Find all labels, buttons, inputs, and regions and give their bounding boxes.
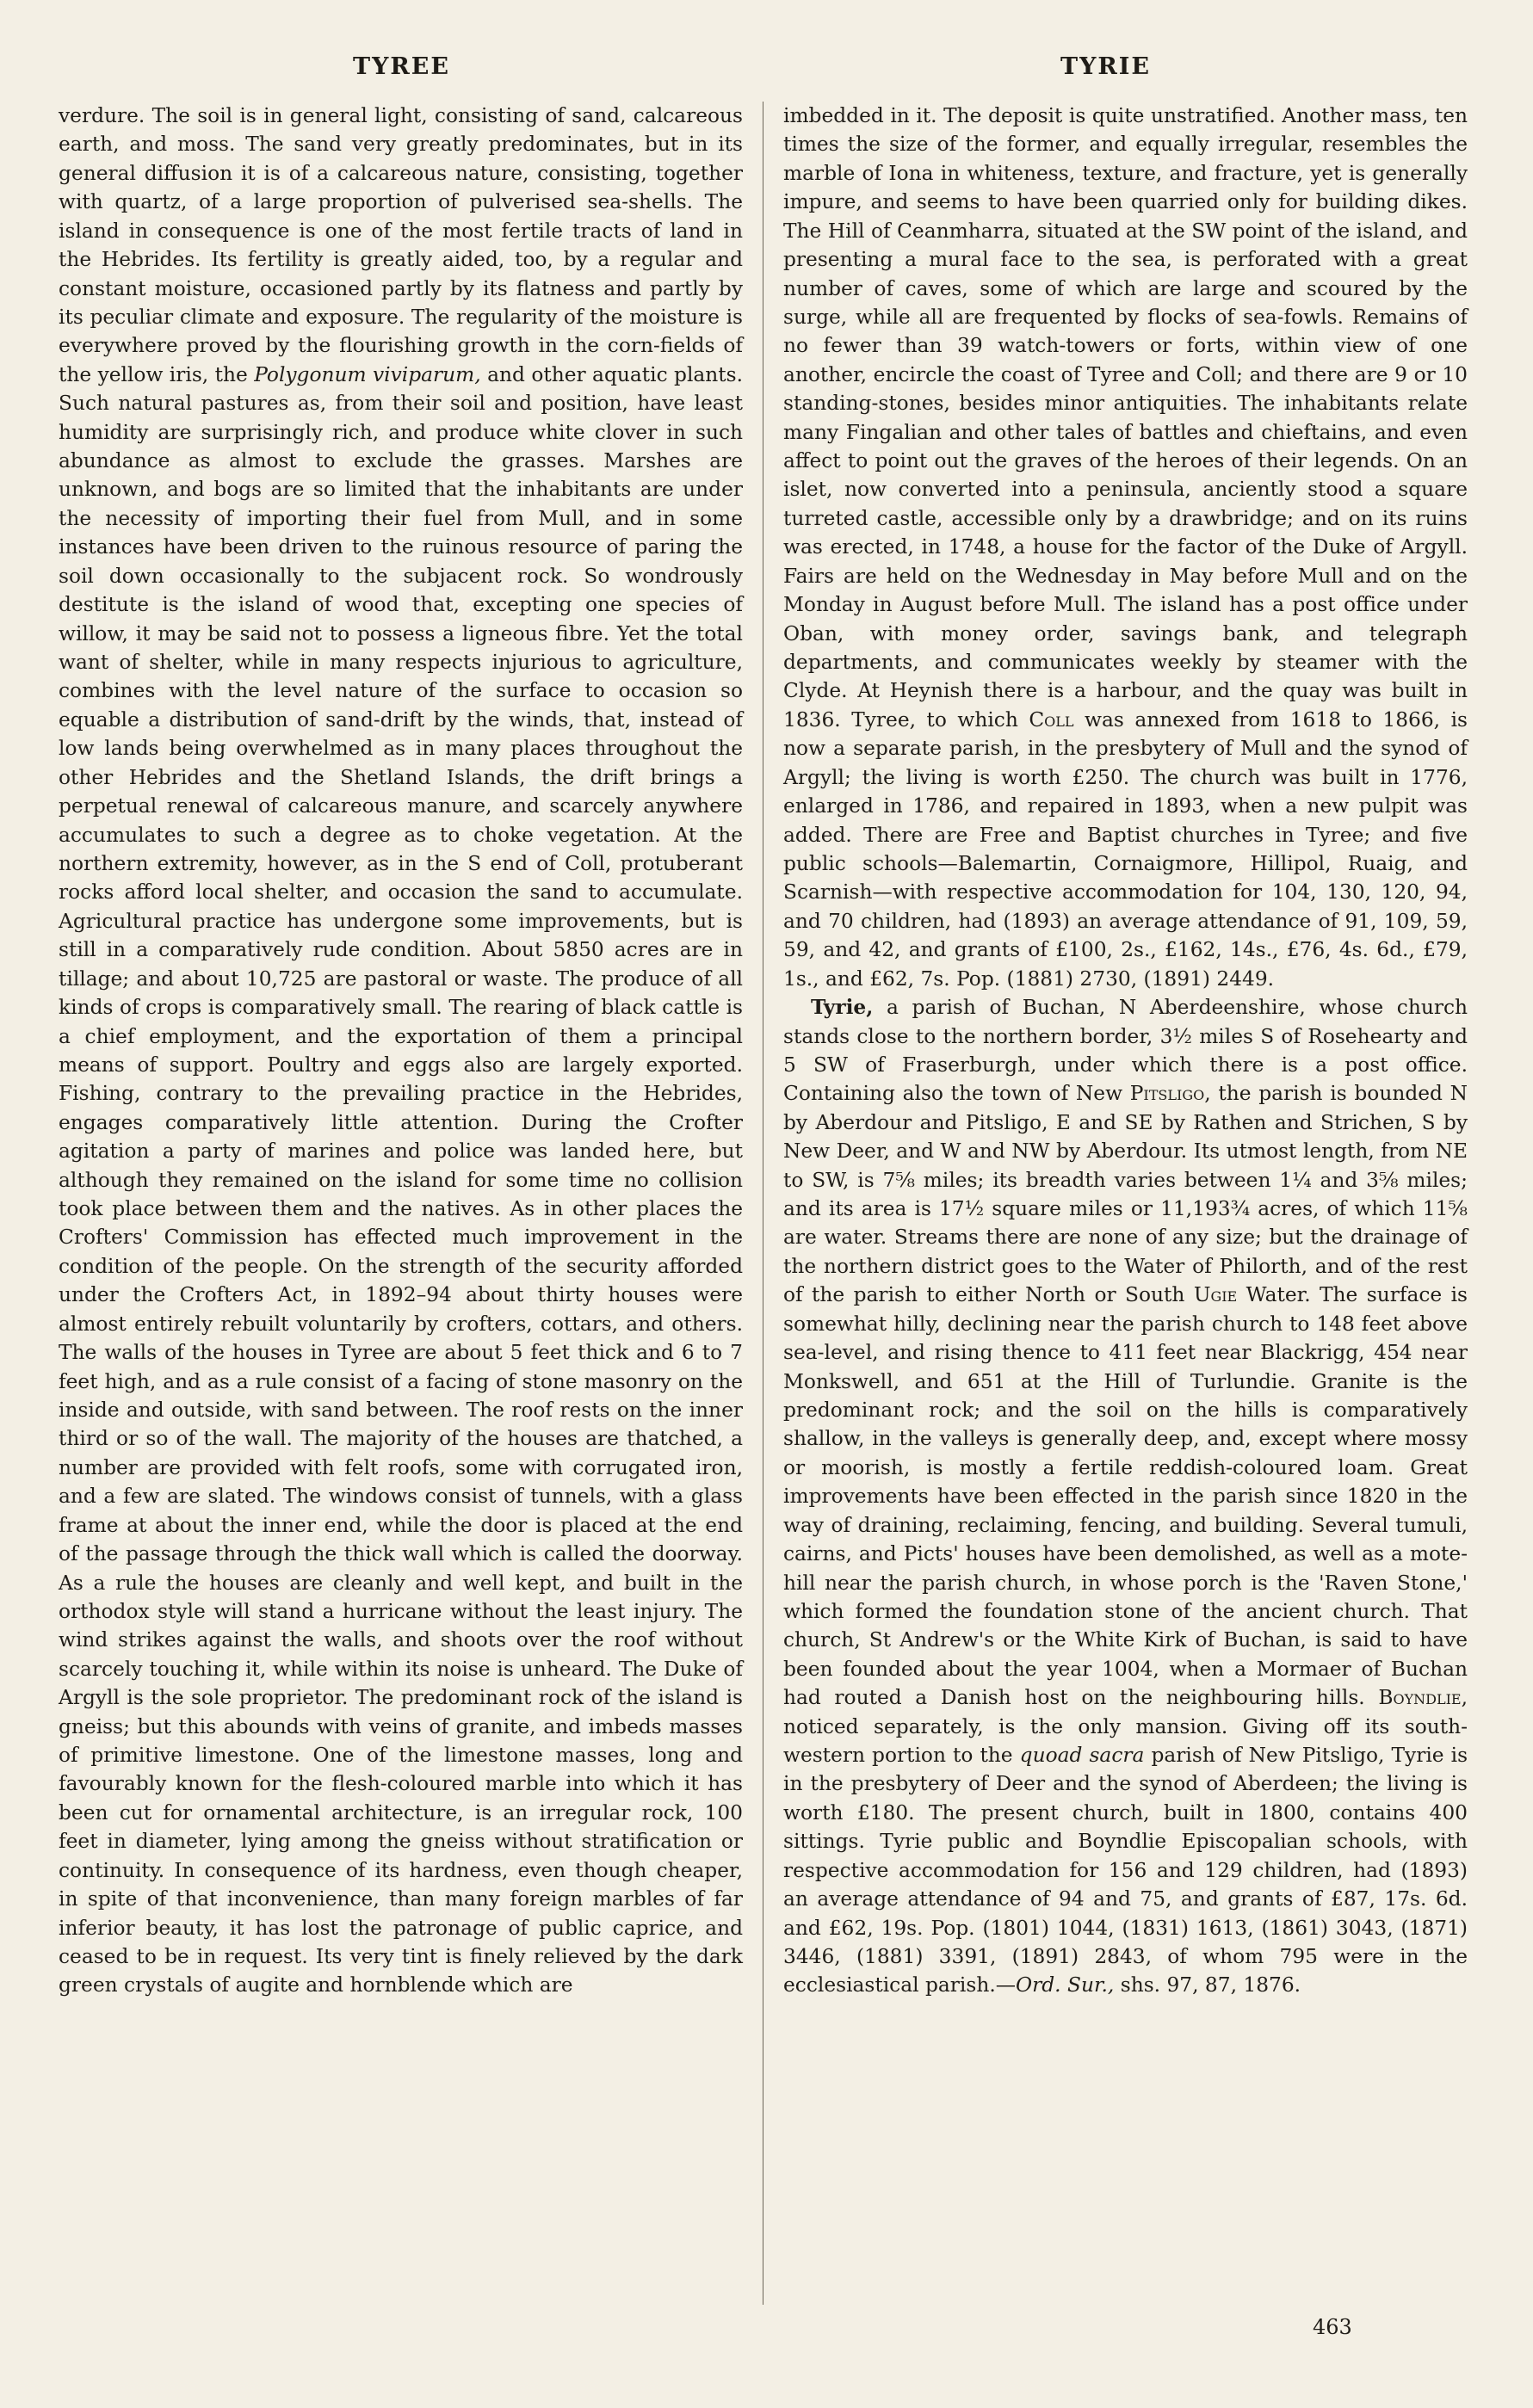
running-head-right: TYRIE <box>1060 53 1152 80</box>
tyrie-entry-paragraph <box>783 993 1468 2000</box>
text-run: a parish of Buchan, N Aberdeenshire, whose church stands close to the northern border, 3½ miles S of Rosehearty and 5 SW of Fraserburgh, under which there is a post office. Containing also the town of New <box>783 996 1468 1106</box>
cross-reference: Coll <box>1029 707 1074 732</box>
text-run: parish of New Pitsligo, Tyrie is in the presbytery of Deer and the synod of Aberdeen; the living is worth £180. The present church, built in 1800, contains 400 sittings. Tyrie public and Boyndlie Episcopalian schools, with respective accommodation for 156 and 129 children, had (1893) an average attendance of 94 and 75, and grants of £87, 17s. 6d. and £62, 19s. Pop. (1801) 1044, (1831) 1613, (1861) 3043, (1871) 3446, (1881) 3391, (1891) 2843, of whom 795 were in the ecclesiastical parish.— <box>783 1744 1468 1997</box>
italic-term: Polygonum viviparum, <box>254 362 481 386</box>
page-number: 463 <box>1313 2315 1352 2339</box>
right-column <box>783 102 1468 2000</box>
text-run: noticed separately, is the only mansion. Giving off its south-western portion to the <box>783 1714 1468 1768</box>
text-run: verdure. The soil is in general light, consisting of sand, calcareous earth, and moss. The sand very greatly predominates, but in its general diffusion it is of a calcareous nature, consisting, together with quartz, of a large proportion of pulverised sea-shells. The island in consequence is one of the most fertile tracts of land in the Hebrides. Its fertility is greatly aided, too, by a regular and constant moisture, occasioned partly by its flatness and partly by its peculiar climate and exposure. The regularity of the moisture is everywhere proved by the flourishing growth in the corn-fields of the yellow iris, the <box>59 104 743 386</box>
text-run: and other aquatic plants. Such natural pastures as, from their soil and position, have least humidity are surprisingly rich, and produce white clover in such abundance as almost to exclude the grasses. Marshes are unknown, and bogs are so limited that the inhabitants are under the necessity of importing their fuel from Mull, and in some instances have been driven to the ruinous resource of paring the soil down occasionally to the subjacent rock. So wondrously destitute is the island of wood that, excepting one species of willow, it may be said not to possess a ligneous fibre. Yet the total want of shelter, while in many respects injurious to agriculture, combines with the level nature of the surface to occasion so equable a distribution of sand-drift by the winds, that, instead of low lands being overwhelmed as in many places throughout the other Hebrides and the Shetland Islands, the drift brings a perpetual renewal of calcareous manure, and scarcely anywhere accumulates to such a degree as to choke vegetation. At the northern extremity, however, as in the S end of Coll, protuberant rocks afford local shelter, and occasion the sand to accumulate. Agricultural practice has undergone some improvements, but is still in a comparatively rude condition. About 5850 acres are in tillage; and about 10,725 are pastoral or waste. The produce of all kinds of crops is comparatively small. The rearing of black cattle is a chief employment, and the exportation of them a principal means of support. Poultry and eggs also are largely exported. Fishing, contrary to the prevailing practice in the Hebrides, engages comparatively little attention. During the Crofter agitation a party of marines and police was landed here, but although they remained on the island for some time no collision took place between them and the natives. As in other places the Crofters' Commission has effected much improvement in the condition of the people. On the strength of the security afforded under the Crofters Act, in 1892–94 about thirty houses were almost entirely rebuilt voluntarily by crofters, cottars, and others. The walls of the houses in Tyree are about 5 feet thick and 6 to 7 feet high, and as a rule consist of a facing of stone masonry on the inside and outside, with sand between. The roof rests on the inner third or so of the wall. The majority of the houses are thatched, a number are provided with felt roofs, some with corrugated iron, and a few are slated. The windows consist of tunnels, with a glass frame at about the inner end, while the door is placed at the end of the passage through the thick wall which is called the doorway. As a rule the houses are cleanly and well kept, and built in the orthodox style will stand a hurricane without the least injury. The wind strikes against the walls, and shoots over the roof without scarcely touching it, while within its noise is unheard. The Duke of Argyll is the sole proprietor. The predominant rock of the island is gneiss; but this abounds with veins of granite, and imbeds masses of primitive limestone. One of the limestone masses, long and favourably known for the flesh-coloured marble into which it has been cut for ornamental architecture, is an irregular rock, 100 feet in diameter, lying among the gneiss without stratification or continuity. In consequence of its hardness, even though cheaper, in spite of that inconvenience, than many foreign marbles of far inferior beauty, it has lost the patronage of public caprice, and ceased to be in request. Its very tint is finely relieved by the dark green crystals of augite and hornblende which are <box>59 362 744 1997</box>
left-column <box>59 102 743 2000</box>
entry-headword: Tyrie, <box>811 996 874 1020</box>
text-run: Water. The surface is somewhat hilly, declining near the parish church to 148 feet above sea-level, and rising thence to 411 feet near Blackrigg, 454 near Monkswell, and 651 at the Hill of Turlundie. Granite is the predominant rock; and the soil on the hills is comparatively shallow, in the valleys is generally deep, and, except where mossy or moorish, is mostly a fertile reddish-coloured loam. Great improvements have been effected in the parish since 1820 in the way of draining, reclaiming, fencing, and building. Several tumuli, cairns, and Picts' houses have been demolished, as well as a mote-hill near the parish church, in whose porch is the 'Raven Stone,' which formed the foundation stone of the ancient church. That church, St Andrew's or the White Kirk of Buchan, is said to have been founded about the year 1004, when a Mormaer of Buchan had routed a Danish host on the neighbouring hills. <box>783 1283 1468 1710</box>
running-head-left: TYREE <box>353 53 450 80</box>
text-run: was annexed from 1618 to 1866, is now a separate parish, in the presbytery of Mull and the synod of Argyll; the living is worth £250. The church was built in 1776, enlarged in 1786, and repaired in 1893, when a new pulpit was added. There are Free and Baptist churches in Tyree; and five public schools—Balemartin, Cornaigmore, Hillipol, Ruaig, and Scarnish—with respective accommodation for 104, 130, 120, 94, and 70 children, had (1893) an average attendance of 91, 109, 59, 59, and 42, and grants of £100, 2s., £162, 14s., £76, 4s. 6d., £79, 1s., and £62, 7s. Pop. (1881) 2730, (1891) 2449. <box>783 707 1468 991</box>
cross-reference: Pitsligo, <box>1129 1082 1211 1106</box>
italic-term: quoad sacra <box>1019 1744 1145 1768</box>
text-run: the parish is bounded N by Aberdour and Pitsligo, E and SE by Rathen and Strichen, S by New Deer, and W and NW by Aberdour. Its utmost length, from NE to SW, is 7⅝ miles; its breadth varies between 1¼ and 3⅝ miles; and its area is 17½ square miles or 11,193¾ acres, of which 11⅝ are water. Streams there are none of any size; but the drainage of the northern district goes to the Water of Philorth, and of the rest of the parish to either North or South <box>783 1082 1468 1307</box>
italic-term: Ord. Sur., <box>1016 1973 1115 1997</box>
text-run: imbedded in it. The deposit is quite unstratified. Another mass, ten times the size of the former, and equally irregular, resembles the marble of Iona in whiteness, texture, and fracture, yet is generally impure, and seems to have been quarried only for building dikes. The Hill of Ceanmharra, situated at the SW point of the island, and presenting a mural face to the sea, is perforated with a great number of caves, some of which are large and scoured by the surge, while all are frequented by flocks of sea-fowls. Remains of no fewer than 39 watch-towers or forts, within view of one another, encircle the coast of Tyree and Coll; and there are 9 or 10 standing-stones, besides minor antiquities. The inhabitants relate many Fingalian and other tales of battles and chieftains, and even affect to point out the graves of the heroes of their legends. On an islet, now converted into a peninsula, anciently stood a square turreted castle, accessible only by a drawbridge; and on its ruins was erected, in 1748, a house for the factor of the Duke of Argyll. Fairs are held on the Wednesday in May before Mull and on the Monday in August before Mull. The island has a post office under Oban, with money order, savings bank, and telegraph departments, and communicates weekly by steamer with the Clyde. At Heynish there is a harbour, and the quay was built in 1836. Tyree, to which <box>783 104 1468 732</box>
tyree-closing-paragraph <box>783 102 1468 993</box>
text-run: shs. 97, 87, 1876. <box>1120 1973 1301 1997</box>
tyree-continuation-paragraph <box>59 102 743 2000</box>
cross-reference: Ugie <box>1193 1283 1238 1307</box>
cross-reference: Boyndlie, <box>1378 1686 1468 1710</box>
